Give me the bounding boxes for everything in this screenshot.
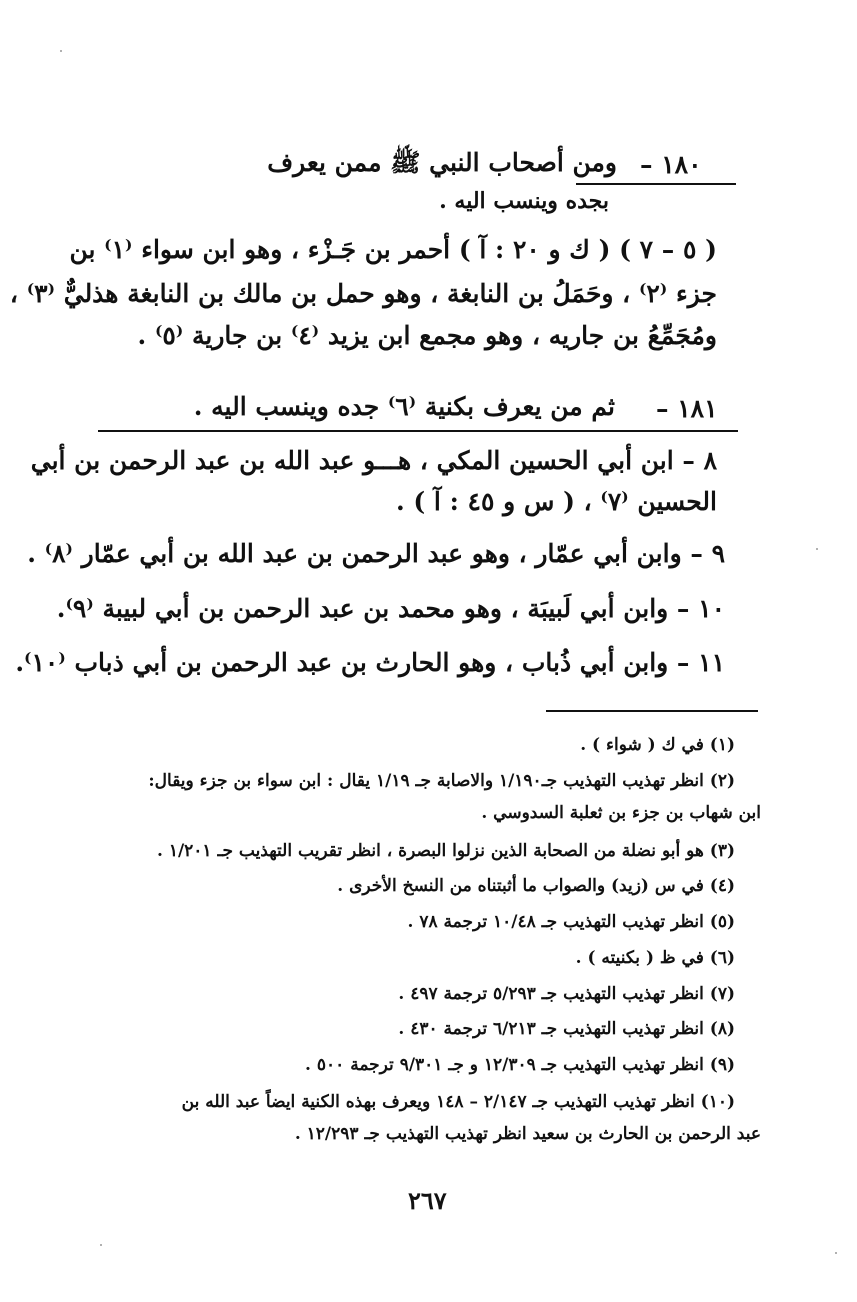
footnote-10-line-1: (١٠) انظر تهذيب التهذيب جـ ٢/١٤٧ – ١٤٨ ويعرف بهذه الكنية ايضاً عبد الله بن [181,1092,735,1112]
footnote-separator [546,710,758,712]
scan-speck [60,50,62,52]
scan-speck [100,1244,102,1246]
heading-underline [576,183,736,185]
footnote-9: (٩) انظر تهذيب التهذيب جـ ١٢/٣٠٩ و جـ ٩/٣٠١ ترجمة ٥٠٠ . [305,1055,735,1075]
footnote-4: (٤) في س (زيد) والصواب ما أثبتناه من النسخ الأخرى . [337,876,735,896]
footnote-3: (٣) هو أبو نضلة من الصحابة الذين نزلوا البصرة ، انظر تقريب التهذيب جـ ١/٢٠١ . [156,841,735,861]
footnote-5: (٥) انظر تهذيب التهذيب جـ ١٠/٤٨ ترجمة ٧٨ . [407,912,735,932]
entry-7-line-2: جزء ⁽٢⁾ ، وحَمَلُ بن النابغة ، وهو حمل بن مالك بن النابغة هذليٌّ ⁽٣⁾ ، [9,279,717,308]
section-181-rule [98,430,738,432]
entry-7-line-3: ومُجَمِّعُ بن جاريه ، وهو مجمع ابن يزيد ⁽٤⁾ بن جارية ⁽٥⁾ . [137,321,717,350]
section-181-heading: ثم من يعرف بكنية ⁽٦⁾ جده وينسب اليه . [193,392,615,421]
page-number: ٢٦٧ [408,1186,447,1215]
footnote-7: (٧) انظر تهذيب التهذيب جـ ٥/٢٩٣ ترجمة ٤٩٧ . [398,984,735,1004]
scan-speck [835,1252,837,1254]
entry-7-line-1: ( ٥ – ٧ ) ( ك و ٢٠ : آ ) أحمر بن جَـزْء ، وهو ابن سواء ⁽١⁾ بن [69,235,717,264]
footnote-1: (١) في ك ( شواء ) . [580,735,735,755]
footnote-2-line-1: (٢) انظر تهذيب التهذيب جـ١/١٩٠ والاصابة جـ ١/١٩ يقال : ابن سواء بن جزء ويقال: [148,771,735,791]
entry-8-line-1: ٨ – ابن أبي الحسين المكي ، هـــو عبد الله بن عبد الرحمن بن أبي [30,446,717,475]
entry-8-line-2: الحسين ⁽٧⁾ ، ( س و ٤٥ : آ ) . [395,487,717,516]
footnote-8: (٨) انظر تهذيب التهذيب جـ ٦/٢١٣ ترجمة ٤٣٠ . [398,1019,735,1039]
footnote-2-line-2: ابن شهاب بن جزء بن ثعلبة السدوسي . [481,803,761,823]
scan-speck [816,548,818,550]
entry-11: ١١ – وابن أبي ذُباب ، وهو الحارث بن عبد الرحمن بن أبي ذباب ⁽١٠⁾. [15,648,725,677]
section-180-number: ١٨٠ – [640,150,702,179]
section-181-number: ١٨١ – [656,394,718,423]
entry-9: ٩ – وابن أبي عمّار ، وهو عبد الرحمن بن عبد الله بن أبي عمّار ⁽٨⁾ . [27,539,725,568]
section-180-heading: ومن أصحاب النبي ﷺ ممن يعرف [267,148,617,177]
footnote-6: (٦) في ظ ( بكنيته ) . [575,948,735,968]
footnote-10-line-2: عبد الرحمن بن الحارث بن سعيد انظر تهذيب التهذيب جـ ١٢/٢٩٣ . [294,1124,761,1144]
section-180-heading-cont: بجده وينسب اليه . [439,188,609,214]
entry-10: ١٠ – وابن أبي لَبيبَة ، وهو محمد بن عبد الرحمن بن أبي لبيبة ⁽٩⁾. [56,594,725,623]
